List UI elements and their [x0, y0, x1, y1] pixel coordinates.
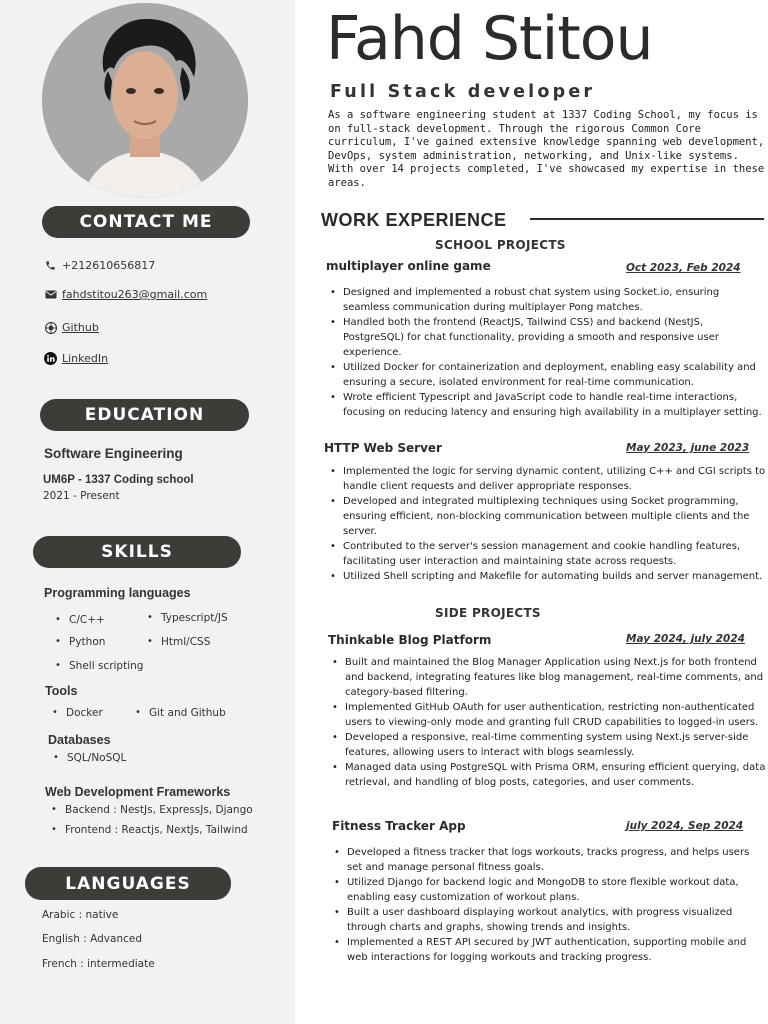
- project-date: May 2024, july 2024: [626, 633, 745, 645]
- education-school: UM6P - 1337 Coding school: [43, 474, 194, 486]
- project-title: Fitness Tracker App: [332, 819, 466, 833]
- linkedin-link[interactable]: LinkedIn: [62, 352, 109, 365]
- github-icon: [44, 321, 57, 334]
- contact-section-title: CONTACT ME: [42, 206, 250, 238]
- project-bullet: • Developed a fitness tracker that logs workouts, tracks progress, and helps users set and manage personal fitness goals.: [330, 845, 766, 875]
- project-bullet: • Utilized Docker for containerization and deployment, enabling easy scalability and ensuring a secure, isolated environment for real-time communication.: [326, 360, 766, 390]
- mail-icon: [44, 288, 57, 301]
- project-bullet: • Built and maintained the Blog Manager Application using Next.js for both frontend and backend, integrating features like blog management, real-time comments, and category-based filtering.: [328, 655, 766, 700]
- github-link[interactable]: Github: [62, 321, 99, 334]
- project-bullets: [326, 464, 766, 584]
- full-name: Fahd Stitou: [326, 4, 653, 74]
- project-bullet: • Utilized Shell scripting and Makefile for automating builds and server management.: [326, 569, 766, 584]
- github-contact[interactable]: [44, 321, 99, 334]
- databases-heading: Databases: [48, 733, 111, 747]
- framework-item: • Backend : NestJs, ExpressJs, Django: [65, 804, 253, 816]
- side-projects-heading: SIDE PROJECTS: [435, 606, 541, 620]
- tool-item: • Git and Github: [149, 707, 226, 719]
- language-item: Arabic : native: [42, 909, 119, 921]
- project-bullets: [330, 845, 766, 965]
- project-date: May 2023, june 2023: [626, 442, 750, 454]
- education-degree: Software Engineering: [44, 446, 183, 461]
- project-bullet: • Developed a responsive, real-time commenting system using Next.js server-side features, allowing users to interact with blogs seamlessly.: [328, 730, 766, 760]
- sidebar: [0, 0, 295, 1024]
- language-item: English : Advanced: [42, 933, 142, 945]
- database-item: • SQL/NoSQL: [67, 752, 126, 764]
- project-bullet: • Implemented the logic for serving dynamic content, utilizing C++ and CGI scripts to handle client requests and deliver appropriate responses.: [326, 464, 766, 494]
- project-bullet: • Developed and integrated multiplexing techniques using Socket programming, ensuring efficient, non-blocking communication between multiple clients and the server.: [326, 494, 766, 539]
- work-experience-heading: WORK EXPERIENCE: [321, 210, 507, 230]
- project-date: july 2024, Sep 2024: [626, 820, 744, 832]
- job-title: Full Stack developer: [330, 82, 596, 102]
- linkedin-contact[interactable]: [44, 352, 108, 365]
- project-bullet: • Implemented GitHub OAuth for user authentication, restricting non-authenticated users to viewing-only mode and granting full CRUD capabilities to logged-in users.: [328, 700, 766, 730]
- skills-section-title: SKILLS: [33, 536, 241, 568]
- profile-summary: As a software engineering student at 1337 Coding School, my focus is on full-stack development. Through the rigorous Common Core curriculum, I've gained extensive knowledge spanning web development, DevOps, system administration, networking, and Unix-like systems. With over 14 projects completed, I've showcased my expertise in these areas.: [328, 109, 765, 189]
- project-title: multiplayer online game: [326, 259, 491, 273]
- project-bullet: • Managed data using PostgreSQL with Prisma ORM, ensuring efficient querying, data retrieval, and handling of blog posts, categories, and user comments.: [328, 760, 766, 790]
- project-bullets: [326, 285, 766, 420]
- project-date: Oct 2023, Feb 2024: [626, 262, 741, 274]
- project-bullet: • Handled both the frontend (ReactJS, Tailwind CSS) and backend (NestJS, PostgreSQL) for chat functionality, providing a smooth and responsive user experience.: [326, 315, 766, 360]
- project-bullets: [328, 655, 766, 790]
- email-link[interactable]: fahdstitou263@gmail.com: [62, 288, 208, 301]
- education-period: 2021 - Present: [43, 490, 120, 502]
- framework-item: • Frontend : Reactjs, NextJs, Tailwind: [65, 824, 248, 836]
- phone-contact: [44, 259, 155, 272]
- programming-languages-heading: Programming languages: [44, 586, 191, 600]
- email-contact[interactable]: [44, 288, 207, 301]
- skill-item: • Python: [69, 636, 105, 648]
- tool-item: • Docker: [66, 707, 103, 719]
- heading-divider: [530, 218, 764, 220]
- project-bullet: • Implemented a REST API secured by JWT authentication, supporting mobile and web interactions for logging workouts and tracking progress.: [330, 935, 766, 965]
- project-bullet: • Built a user dashboard displaying workout analytics, with progress visualized through charts and graphs, showing trends and insights.: [330, 905, 766, 935]
- frameworks-heading: Web Development Frameworks: [45, 785, 231, 799]
- project-title: HTTP Web Server: [324, 441, 442, 455]
- profile-photo-illustration: [42, 3, 248, 198]
- project-bullet: • Wrote efficient Typescript and JavaScript code to handle real-time interactions, focusing on reducing latency and ensuring high availability in a multiplayer setting.: [326, 390, 766, 420]
- project-bullet: • Designed and implemented a robust chat system using Socket.io, ensuring seamless communication during multiplayer Pong matches.: [326, 285, 766, 315]
- education-section-title: EDUCATION: [40, 399, 249, 431]
- skill-item: • Html/CSS: [161, 636, 210, 648]
- skill-item: • Shell scripting: [69, 660, 143, 672]
- profile-photo: [42, 3, 248, 198]
- tools-heading: Tools: [45, 684, 78, 698]
- project-title: Thinkable Blog Platform: [328, 633, 492, 647]
- language-item: French : intermediate: [42, 958, 155, 970]
- linkedin-icon: [44, 352, 57, 365]
- project-bullet: • Utilized Django for backend logic and MongoDB to store flexible workout data, enabling easy customization of workout plans.: [330, 875, 766, 905]
- languages-section-title: LANGUAGES: [25, 867, 231, 900]
- school-projects-heading: SCHOOL PROJECTS: [435, 238, 566, 252]
- phone-icon: [44, 259, 57, 272]
- skill-item: • Typescript/JS: [161, 612, 228, 624]
- skill-item: • C/C++: [69, 614, 105, 626]
- phone-number: +212610656817: [62, 259, 156, 272]
- project-bullet: • Contributed to the server's session management and cookie handling features, facilitating user interaction and maintaining state across requests.: [326, 539, 766, 569]
